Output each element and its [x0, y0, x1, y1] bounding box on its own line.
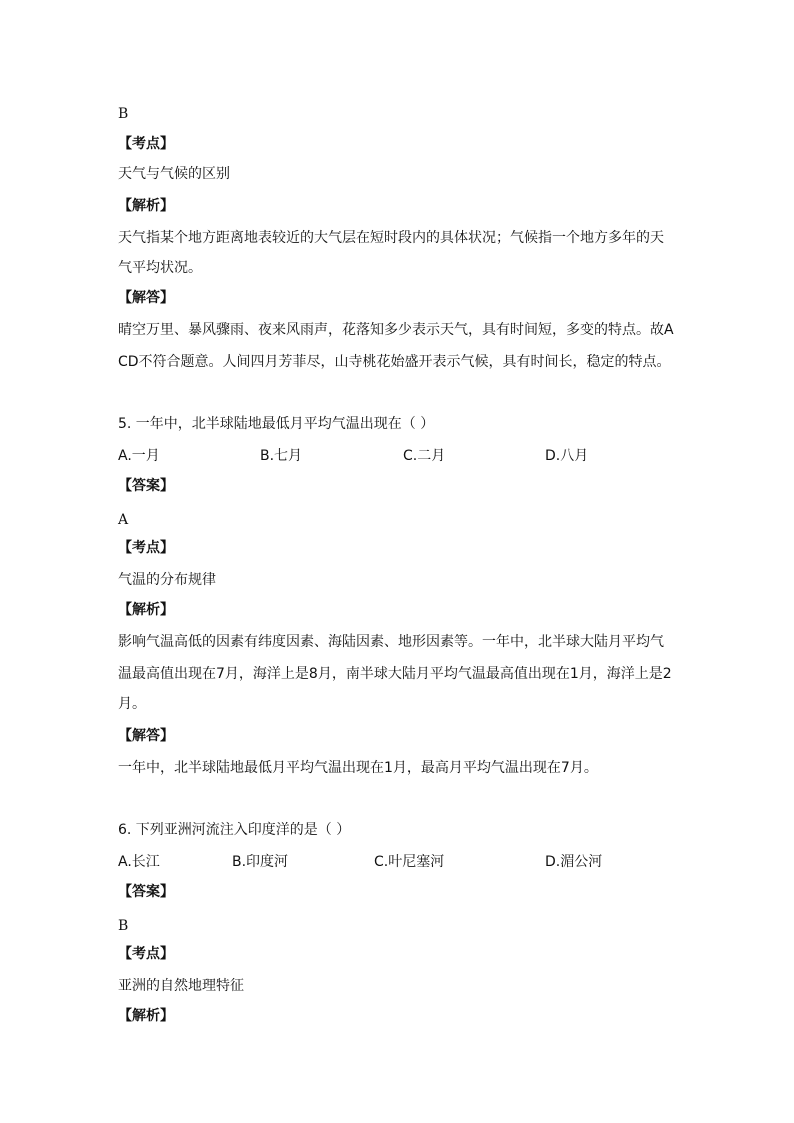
q6-option-c: C.叶尼塞河	[374, 854, 445, 870]
q4-jiexi-line-2: 气平均状况。	[118, 260, 202, 276]
q6-option-b: B.印度河	[232, 854, 289, 870]
q6-question: 6. 下列亚洲河流注入印度洋的是（ ）	[118, 822, 351, 838]
q5-jieda-label: 【解答】	[118, 728, 174, 744]
q6-option-d: D.湄公河	[545, 854, 603, 870]
q5-jiexi-label: 【解析】	[118, 602, 174, 618]
q5-option-c: C.二月	[403, 448, 446, 464]
q4-kaodian: 天气与气候的区别	[118, 166, 230, 182]
q5-daan-label: 【答案】	[118, 478, 174, 494]
q4-answer: B	[118, 106, 129, 122]
q5-answer: A	[118, 512, 129, 528]
q4-jieda-line-1: 晴空万里、暴风骤雨、夜来风雨声，花落知多少表示天气，具有时间短，多变的特点。故A	[118, 322, 674, 338]
q5-kaodian-label: 【考点】	[118, 540, 174, 556]
q5-jieda-line-1: 一年中，北半球陆地最低月平均气温出现在1月，最高月平均气温出现在7月。	[118, 760, 598, 776]
q5-jiexi-line-1: 影响气温高低的因素有纬度因素、海陆因素、地形因素等。一年中，北半球大陆月平均气	[118, 634, 664, 650]
q4-jiexi-line-1: 天气指某个地方距离地表较近的大气层在短时段内的具体状况；气候指一个地方多年的天	[118, 230, 664, 246]
q5-kaodian: 气温的分布规律	[118, 572, 216, 588]
q5-option-b: B.七月	[260, 448, 303, 464]
q6-kaodian: 亚洲的自然地理特征	[118, 978, 244, 994]
q6-option-a: A.长江	[118, 854, 160, 870]
q5-jiexi-line-3: 月。	[118, 696, 146, 712]
q5-option-a: A.一月	[118, 448, 160, 464]
q6-kaodian-label: 【考点】	[118, 946, 174, 962]
q5-question: 5. 一年中，北半球陆地最低月平均气温出现在（ ）	[118, 416, 435, 432]
q5-option-d: D.八月	[545, 448, 589, 464]
q6-answer: B	[118, 918, 129, 934]
q4-jieda-line-2: CD不符合题意。人间四月芳菲尽，山寺桃花始盛开表示气候，具有时间长，稳定的特点。	[118, 354, 671, 370]
q4-jiexi-label: 【解析】	[118, 198, 174, 214]
q6-jiexi-label: 【解析】	[118, 1008, 174, 1024]
q5-jiexi-line-2: 温最高值出现在7月，海洋上是8月，南半球大陆月平均气温最高值出现在1月，海洋上是2	[118, 666, 672, 682]
q4-kaodian-label: 【考点】	[118, 136, 174, 152]
q6-daan-label: 【答案】	[118, 884, 174, 900]
q4-jieda-label: 【解答】	[118, 290, 174, 306]
